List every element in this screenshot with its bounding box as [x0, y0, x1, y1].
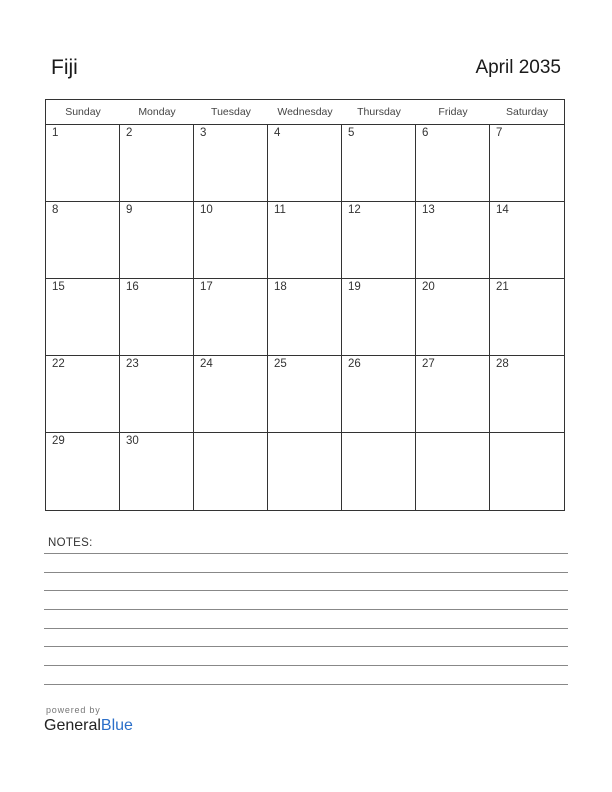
notes-line	[44, 609, 568, 610]
day-cell: 3	[194, 125, 268, 202]
day-cell: 4	[268, 125, 342, 202]
weekday-thursday: Thursday	[357, 106, 401, 118]
logo-text-blue: Blue	[100, 717, 133, 734]
day-cell: 2	[120, 125, 194, 202]
day-cell: 7	[490, 125, 564, 202]
day-cell	[342, 433, 416, 510]
day-cell: 26	[342, 356, 416, 433]
day-cell: 12	[342, 202, 416, 279]
weekday-sunday: Sunday	[65, 106, 101, 118]
weekday-monday: Monday	[138, 106, 176, 118]
calendar-days	[46, 125, 564, 510]
day-cell: 28	[490, 356, 564, 433]
day-cell: 25	[268, 356, 342, 433]
notes-line	[44, 684, 568, 685]
day-cell: 15	[46, 279, 120, 356]
day-cell: 24	[194, 356, 268, 433]
weekday-header-row	[46, 100, 564, 125]
country-title: Fiji	[51, 56, 78, 79]
day-cell: 5	[342, 125, 416, 202]
notes-line	[44, 553, 568, 554]
day-cell: 14	[490, 202, 564, 279]
notes-line	[44, 590, 568, 591]
powered-by-text: powered by	[46, 705, 101, 715]
day-cell: 30	[120, 433, 194, 510]
generalblue-logo	[44, 717, 133, 735]
notes-line	[44, 628, 568, 629]
day-cell	[416, 433, 490, 510]
day-cell: 18	[268, 279, 342, 356]
weekday-wednesday: Wednesday	[277, 106, 333, 118]
calendar-grid	[45, 99, 565, 511]
notes-line	[44, 665, 568, 666]
weekday-saturday: Saturday	[505, 106, 549, 118]
day-cell: 1	[46, 125, 120, 202]
notes-label: NOTES:	[48, 537, 93, 549]
day-cell: 16	[120, 279, 194, 356]
day-cell: 13	[416, 202, 490, 279]
month-year-title: April 2035	[475, 57, 561, 78]
day-cell: 8	[46, 202, 120, 279]
day-cell: 22	[46, 356, 120, 433]
day-cell: 11	[268, 202, 342, 279]
day-cell: 19	[342, 279, 416, 356]
notes-line	[44, 646, 568, 647]
day-cell: 23	[120, 356, 194, 433]
logo-text-general: General	[44, 717, 101, 734]
day-cell: 17	[194, 279, 268, 356]
weekday-tuesday: Tuesday	[211, 106, 251, 118]
day-cell: 10	[194, 202, 268, 279]
day-cell: 27	[416, 356, 490, 433]
weekday-friday: Friday	[438, 106, 468, 118]
notes-line	[44, 572, 568, 573]
day-cell	[490, 433, 564, 510]
day-cell: 20	[416, 279, 490, 356]
day-cell	[194, 433, 268, 510]
day-cell: 21	[490, 279, 564, 356]
day-cell: 29	[46, 433, 120, 510]
day-cell: 6	[416, 125, 490, 202]
day-cell: 9	[120, 202, 194, 279]
day-cell	[268, 433, 342, 510]
